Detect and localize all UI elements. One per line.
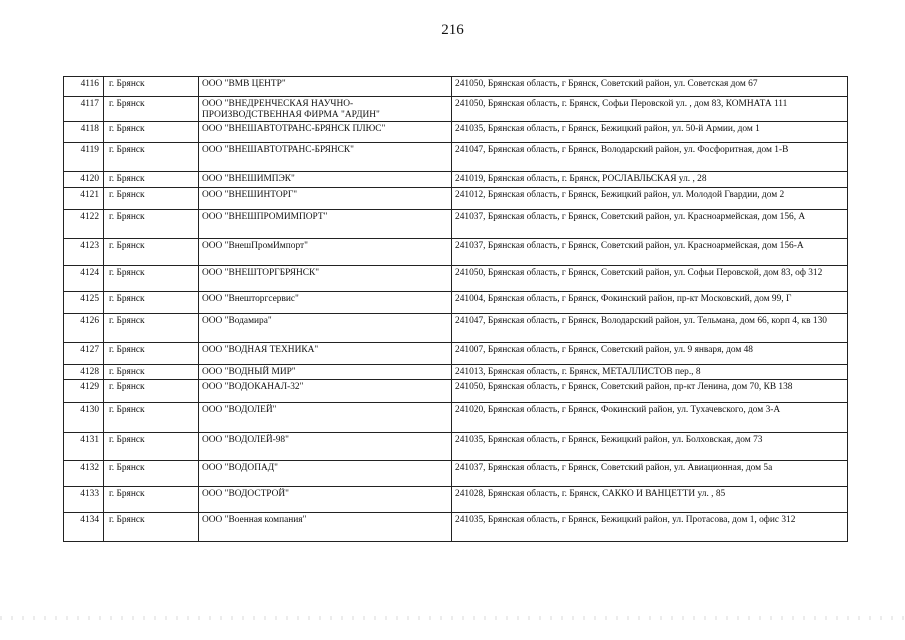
row-city: г. Брянск bbox=[104, 77, 199, 97]
row-organization-name: ООО "ВНЕДРЕНЧЕСКАЯ НАУЧНО-ПРОИЗВОДСТВЕННАЯ ФИРМА "АРДИН" bbox=[199, 97, 452, 122]
row-number: 4132 bbox=[64, 461, 104, 487]
row-city: г. Брянск bbox=[104, 188, 199, 210]
row-organization-name: ООО "ВОДНЫЙ МИР" bbox=[199, 365, 452, 380]
row-address: 241019, Брянская область, г. Брянск, РОСЛАВЛЬСКАЯ ул. , 28 bbox=[452, 172, 848, 188]
row-address: 241035, Брянская область, г Брянск, Бежицкий район, ул. Протасова, дом 1, офис 312 bbox=[452, 513, 848, 542]
row-organization-name: ООО "ВОДНАЯ ТЕХНИКА" bbox=[199, 343, 452, 365]
row-number: 4133 bbox=[64, 487, 104, 513]
row-city: г. Брянск bbox=[104, 487, 199, 513]
row-address: 241050, Брянская область, г. Брянск, Софьи Перовской ул. , дом 83, КОМНАТА 111 bbox=[452, 97, 848, 122]
table-row bbox=[64, 97, 848, 122]
row-address: 241013, Брянская область, г. Брянск, МЕТАЛЛИСТОВ пер., 8 bbox=[452, 365, 848, 380]
row-city: г. Брянск bbox=[104, 380, 199, 403]
row-number: 4128 bbox=[64, 365, 104, 380]
row-address: 241037, Брянская область, г Брянск, Советский район, ул. Авиационная, дом 5а bbox=[452, 461, 848, 487]
table-row bbox=[64, 143, 848, 172]
row-number: 4130 bbox=[64, 403, 104, 433]
row-city: г. Брянск bbox=[104, 122, 199, 143]
table-row bbox=[64, 266, 848, 292]
table-row bbox=[64, 403, 848, 433]
row-number: 4131 bbox=[64, 433, 104, 461]
row-number: 4123 bbox=[64, 239, 104, 266]
organizations-table bbox=[63, 76, 848, 542]
row-address: 241050, Брянская область, г Брянск, Советский район, ул. Софьи Перовской, дом 83, оф 312 bbox=[452, 266, 848, 292]
row-address: 241037, Брянская область, г Брянск, Советский район, ул. Красноармейская, дом 156-А bbox=[452, 239, 848, 266]
row-organization-name: ООО "ВОДОЛЕЙ-98" bbox=[199, 433, 452, 461]
row-city: г. Брянск bbox=[104, 143, 199, 172]
row-city: г. Брянск bbox=[104, 210, 199, 239]
row-address: 241050, Брянская область, г Брянск, Советский район, ул. Советская дом 67 bbox=[452, 77, 848, 97]
row-organization-name: ООО "ВНЕШАВТОТРАНС-БРЯНСК ПЛЮС" bbox=[199, 122, 452, 143]
table-row bbox=[64, 314, 848, 343]
table-row bbox=[64, 292, 848, 314]
table-body bbox=[64, 77, 848, 542]
row-address: 241037, Брянская область, г Брянск, Советский район, ул. Красноармейская, дом 156, А bbox=[452, 210, 848, 239]
row-organization-name: ООО "ВОДОСТРОЙ" bbox=[199, 487, 452, 513]
row-city: г. Брянск bbox=[104, 97, 199, 122]
table-row bbox=[64, 172, 848, 188]
row-number: 4120 bbox=[64, 172, 104, 188]
row-address: 241035, Брянская область, г Брянск, Бежицкий район, ул. 50-й Армии, дом 1 bbox=[452, 122, 848, 143]
table-row bbox=[64, 210, 848, 239]
row-organization-name: ООО "ВОДОЛЕЙ" bbox=[199, 403, 452, 433]
row-number: 4124 bbox=[64, 266, 104, 292]
row-city: г. Брянск bbox=[104, 433, 199, 461]
row-address: 241007, Брянская область, г Брянск, Советский район, ул. 9 января, дом 48 bbox=[452, 343, 848, 365]
table-row bbox=[64, 380, 848, 403]
row-address: 241004, Брянская область, г Брянск, Фокинский район, пр-кт Московский, дом 99, Г bbox=[452, 292, 848, 314]
row-address: 241035, Брянская область, г Брянск, Бежицкий район, ул. Болховская, дом 73 bbox=[452, 433, 848, 461]
row-organization-name: ООО "ВМВ ЦЕНТР" bbox=[199, 77, 452, 97]
row-address: 241047, Брянская область, г Брянск, Володарский район, ул. Фосфоритная, дом 1-В bbox=[452, 143, 848, 172]
row-address: 241020, Брянская область, г Брянск, Фокинский район, ул. Тухачевского, дом 3-А bbox=[452, 403, 848, 433]
row-number: 4121 bbox=[64, 188, 104, 210]
row-city: г. Брянск bbox=[104, 513, 199, 542]
row-address: 241012, Брянская область, г Брянск, Бежицкий район, ул. Молодой Гвардии, дом 2 bbox=[452, 188, 848, 210]
row-address: 241028, Брянская область, г. Брянск, САККО И ВАНЦЕТТИ ул. , 85 bbox=[452, 487, 848, 513]
table-row bbox=[64, 343, 848, 365]
row-city: г. Брянск bbox=[104, 461, 199, 487]
row-organization-name: ООО "ВОДОКАНАЛ-32" bbox=[199, 380, 452, 403]
row-organization-name: ООО "ВНЕШАВТОТРАНС-БРЯНСК" bbox=[199, 143, 452, 172]
row-number: 4117 bbox=[64, 97, 104, 122]
row-organization-name: ООО "Военная компания" bbox=[199, 513, 452, 542]
row-city: г. Брянск bbox=[104, 266, 199, 292]
row-address: 241050, Брянская область, г Брянск, Советский район, пр-кт Ленина, дом 70, КВ 138 bbox=[452, 380, 848, 403]
row-number: 4126 bbox=[64, 314, 104, 343]
table-row bbox=[64, 77, 848, 97]
row-number: 4122 bbox=[64, 210, 104, 239]
table-row bbox=[64, 461, 848, 487]
row-number: 4134 bbox=[64, 513, 104, 542]
row-city: г. Брянск bbox=[104, 365, 199, 380]
row-address: 241047, Брянская область, г Брянск, Володарский район, ул. Тельмана, дом 66, корп 4, кв 130 bbox=[452, 314, 848, 343]
table-row bbox=[64, 188, 848, 210]
row-organization-name: ООО "ВНЕШТОРГБРЯНСК" bbox=[199, 266, 452, 292]
row-city: г. Брянск bbox=[104, 239, 199, 266]
row-number: 4125 bbox=[64, 292, 104, 314]
scan-noise bbox=[0, 616, 905, 620]
row-number: 4118 bbox=[64, 122, 104, 143]
row-city: г. Брянск bbox=[104, 314, 199, 343]
row-number: 4127 bbox=[64, 343, 104, 365]
row-organization-name: ООО "ВОДОПАД" bbox=[199, 461, 452, 487]
row-city: г. Брянск bbox=[104, 343, 199, 365]
table-row bbox=[64, 433, 848, 461]
row-organization-name: ООО "ВНЕШИНТОРГ" bbox=[199, 188, 452, 210]
row-city: г. Брянск bbox=[104, 292, 199, 314]
table-row bbox=[64, 122, 848, 143]
row-city: г. Брянск bbox=[104, 403, 199, 433]
row-number: 4119 bbox=[64, 143, 104, 172]
table-row bbox=[64, 365, 848, 380]
row-organization-name: ООО "ВНЕШПРОМИМПОРТ" bbox=[199, 210, 452, 239]
page-number: 216 bbox=[441, 22, 464, 38]
table-row bbox=[64, 239, 848, 266]
row-organization-name: ООО "Внешторгсервис" bbox=[199, 292, 452, 314]
table-row bbox=[64, 487, 848, 513]
row-number: 4116 bbox=[64, 77, 104, 97]
row-organization-name: ООО "ВНЕШИМПЭК" bbox=[199, 172, 452, 188]
row-organization-name: ООО "ВнешПромИмпорт" bbox=[199, 239, 452, 266]
row-city: г. Брянск bbox=[104, 172, 199, 188]
row-organization-name: ООО "Водамира" bbox=[199, 314, 452, 343]
table-row bbox=[64, 513, 848, 542]
row-number: 4129 bbox=[64, 380, 104, 403]
